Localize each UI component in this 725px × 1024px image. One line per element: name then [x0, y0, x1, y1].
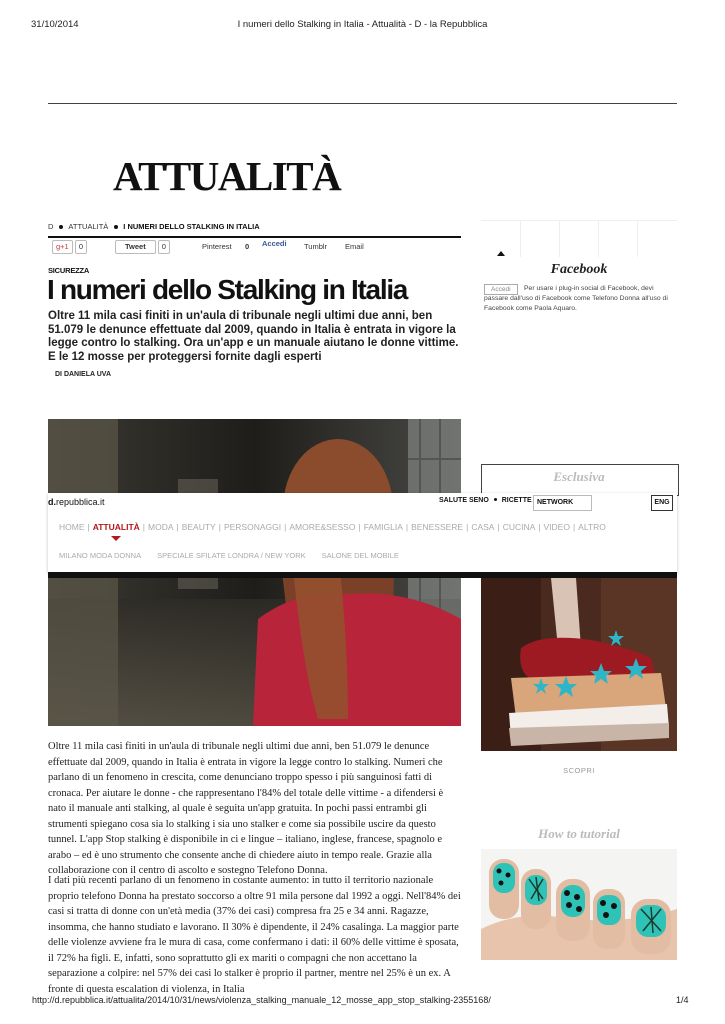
nav-item-personaggi[interactable]: PERSONAGGI — [223, 522, 282, 532]
tweet-label: Tweet — [115, 240, 156, 254]
nav-separator: | — [87, 522, 90, 532]
breadcrumb — [48, 222, 260, 231]
link-ricette[interactable]: RICETTE — [501, 497, 532, 504]
nav-separator: | — [572, 522, 576, 532]
breadcrumb-item-d[interactable]: D — [48, 222, 54, 231]
site-logo[interactable]: d.repubblica.it — [48, 497, 105, 507]
top-links — [439, 497, 532, 504]
nav-separator: | — [538, 522, 541, 532]
nav-separator: | — [284, 522, 287, 532]
pinterest-button[interactable] — [202, 242, 232, 251]
esclusiva-title: Esclusiva — [553, 469, 605, 484]
facebook-widget-text: Per usare i plug-in social di Facebook, devi passare dall'uso di Facebook come Telefono Donna all'uso di Facebook come Paola Aquaro. — [484, 285, 668, 312]
tweet-count: 0 — [158, 240, 170, 254]
nav-item-attualit[interactable]: ATTUALITÀ — [92, 522, 140, 532]
facebook-login-button[interactable]: Accedi — [484, 284, 518, 295]
active-caret-icon — [111, 536, 121, 541]
esclusiva-image[interactable] — [481, 578, 677, 751]
print-page-title: I numeri dello Stalking in Italia - Attualità - D - la Repubblica — [237, 19, 488, 30]
article-standfirst: Oltre 11 mila casi finiti in un'aula di tribunale negli ultimi due anni, ben 51.079 le denunce effettuate dal 2009, quando in Italia è entrata in vigore la legge contro lo stalking. Ora un'app e un manuale aiutano le donne vittime. E le 12 mosse per proteggersi fornite dagli esperti — [48, 310, 459, 364]
lang-switch[interactable]: ENG — [651, 495, 673, 511]
nav-separator: | — [176, 522, 179, 532]
tweet-button[interactable] — [115, 240, 170, 254]
subnav-item[interactable]: SPECIALE SFILATE LONDRA / NEW YORK — [157, 551, 306, 560]
nav-item-altro[interactable]: ALTRO — [578, 522, 606, 532]
nav-item-moda[interactable]: MODA — [148, 522, 174, 532]
article-paragraph-2: I dati più recenti parlano di un fenomeno in costante aumento: in tutto il territorio nazionale proprio telefono Donna ha prestato soccorso a oltre 91 mila persone dal 1992 a oggi. Nell'84% dei casi si tratta di donne con un'età media (37% dei casi) compresa fra 25 e 34 anni. Ragazze, insomma, che hanno studiato e lavorano. Il 30% è dipendente, il 24% casalinga. La maggior parte delle violenze avviene fra le mura di casa, come confermano i dati: il 60% delle vittime è sposata, il 72% ha figli. E, infatti, sono soprattutto gli ex mariti o compagni che non accettano la separazione a colpire: nel 57% dei casi lo stalker è proprio il partner, mentre nel 25% è un ex. A fronte di questa escalation di violenza, in Italia — [48, 875, 461, 995]
article-headline: I numeri dello Stalking in Italia — [47, 274, 408, 305]
subnav-item[interactable]: SALONE DEL MOBILE — [321, 551, 399, 560]
nav-separator: | — [142, 522, 145, 532]
main-nav — [59, 522, 609, 532]
nav-item-benessere[interactable]: BENESSERE — [411, 522, 464, 532]
subnav-item[interactable]: MILANO MODA DONNA — [59, 551, 142, 560]
print-url: http://d.repubblica.it/attualita/2014/10/31/news/violenza_stalking_manuale_12_mosse_app_stop_stalking-2355168/ — [32, 995, 491, 1005]
article-paragraph-1: Oltre 11 mila casi finiti in un'aula di tribunale negli ultimi due anni, ben 51.079 le denunce effettuate dal 2009, quando in Italia è entrata in vigore la legge contro lo stalking. Numeri che parlano di un fenomeno in crescita, come denunciano troppo spesso i più sanguinosi fatti di cronaca. Per aiutare le donne - che rappresentano l'84% del totale delle vittime - a difendersi è nato il manuale anti stalking, al quale è seguita un'app gratuita. In pochi passi entrambi gli strumenti spiegano cosa sia lo stalking i sia uno stalker e come sia possibile uscire da questo tunnel. L'app Stop stalking è disponibile in ci e lingue – italiano, inglese, francese, spagnolo e arabo – ed è uno strumento che consente anche di chiedere aiuto in tempo reale. Grazie alla collaborazione con il centro di ascolto e sostegno Telefono Donna. — [48, 741, 444, 877]
nav-item-cucina[interactable]: CUCINA — [502, 522, 536, 532]
network-dropdown[interactable]: NETWORK — [533, 495, 592, 511]
nav-separator: | — [405, 522, 409, 532]
tumblr-button[interactable]: Tumblr — [304, 242, 328, 251]
nav-item-video[interactable]: VIDEO — [543, 522, 570, 532]
facebook-widget-title: Facebook — [550, 262, 608, 277]
link-salute-seno[interactable]: SALUTE SENO — [439, 497, 489, 504]
howto-image[interactable] — [481, 849, 677, 960]
sub-nav — [59, 551, 415, 560]
top-divider — [48, 103, 677, 104]
nav-separator: | — [358, 522, 361, 532]
breadcrumb-rule — [48, 236, 461, 238]
pinterest-label: Pinterest — [202, 242, 232, 251]
caret-up-icon — [497, 251, 505, 256]
howto-title: How to tutorial — [538, 826, 620, 841]
gplus-count: 0 — [75, 240, 87, 254]
article-byline[interactable]: DI DANIELA UVA — [55, 371, 111, 378]
nav-item-amore-sesso[interactable]: AMORE&SESSO — [289, 522, 356, 532]
accedi-link[interactable]: Accedi — [262, 239, 287, 248]
breadcrumb-item-attualita[interactable]: ATTUALITÀ — [68, 222, 109, 231]
article-kicker[interactable]: SICUREZZA — [48, 266, 90, 275]
print-page-number: 1/4 — [676, 995, 689, 1005]
nav-item-casa[interactable]: CASA — [471, 522, 495, 532]
pinterest-count: 0 — [245, 242, 250, 251]
gplus-icon: g+1 — [52, 240, 73, 254]
print-date: 31/10/2014 — [31, 19, 79, 30]
nav-item-home[interactable]: HOME — [59, 522, 85, 532]
gplus-button[interactable] — [52, 240, 87, 254]
nav-item-famiglia[interactable]: FAMIGLIA — [363, 522, 403, 532]
scopri-link[interactable]: SCOPRI — [563, 766, 595, 775]
nav-separator: | — [466, 522, 469, 532]
email-button[interactable]: Email — [345, 242, 364, 251]
section-title: ATTUALITÀ — [113, 153, 341, 199]
nav-item-beauty[interactable]: BEAUTY — [181, 522, 216, 532]
sidebar-tabs — [481, 220, 677, 257]
nav-separator: | — [497, 522, 500, 532]
nav-separator: | — [218, 522, 221, 532]
breadcrumb-item-current: I NUMERI DELLO STALKING IN ITALIA — [123, 222, 260, 231]
